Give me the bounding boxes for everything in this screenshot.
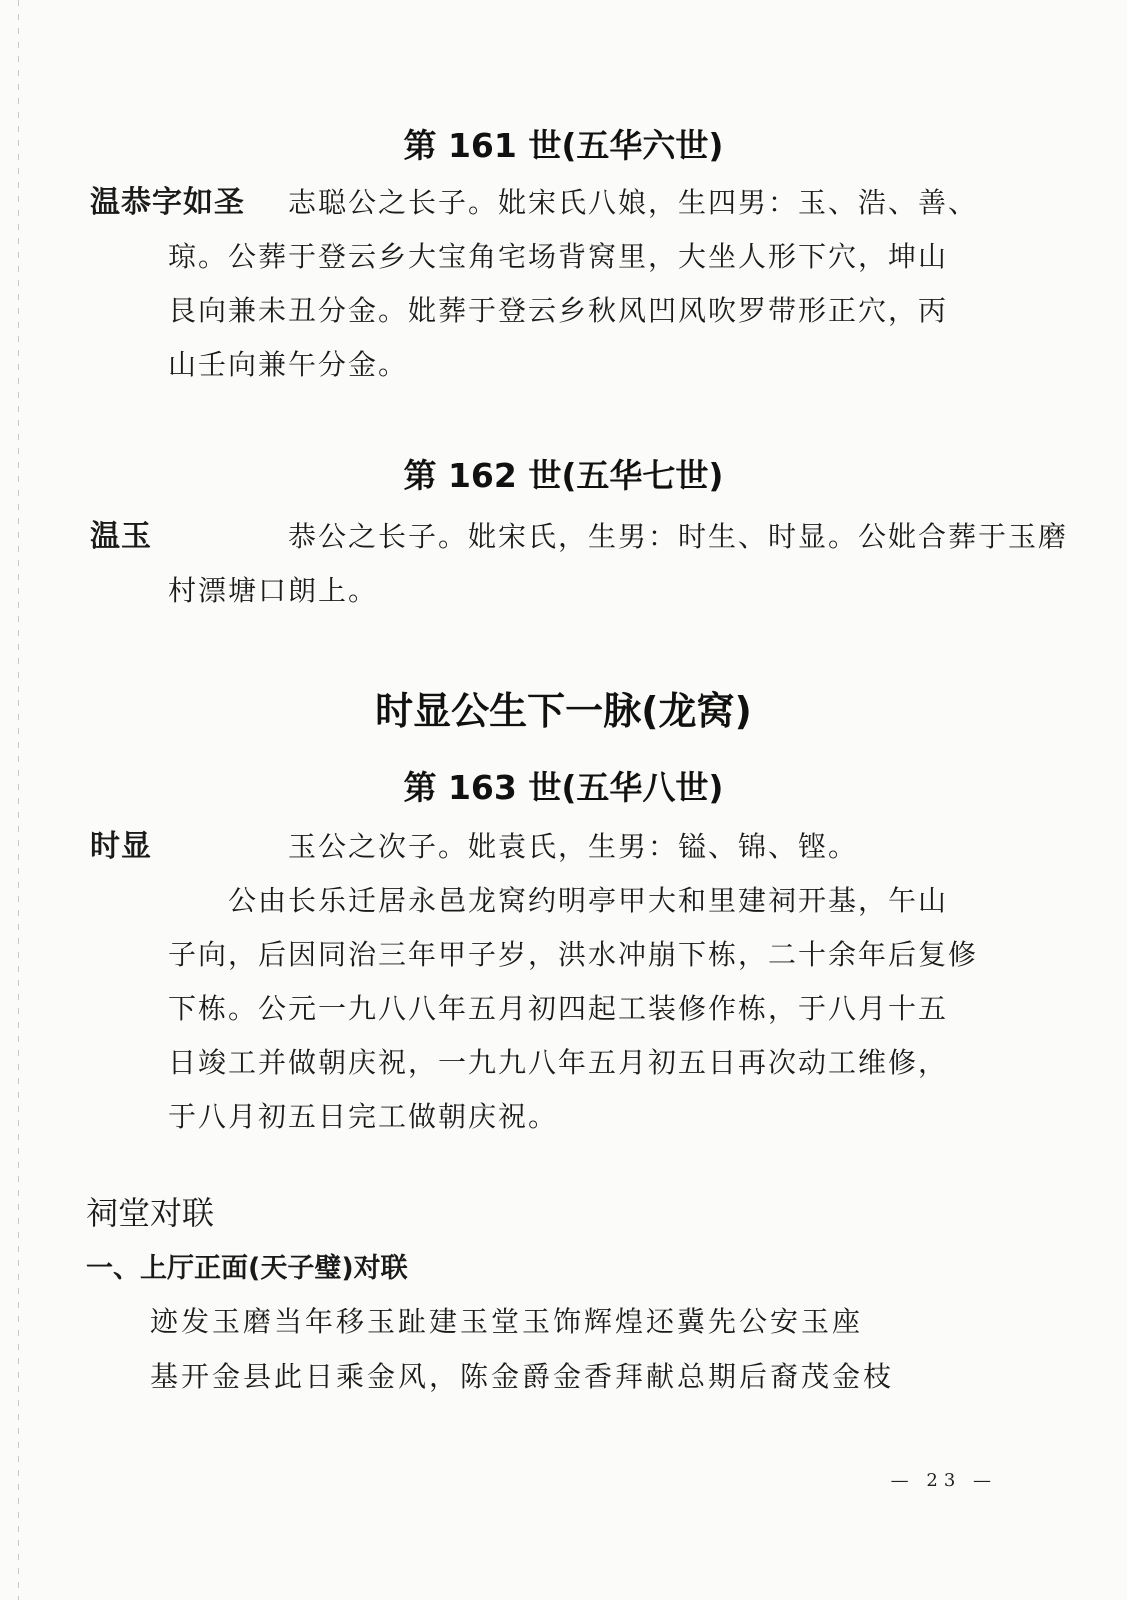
entry-text bbox=[168, 820, 1028, 1144]
entry-line: 子向，后因同治三年甲子岁，洪水冲崩下栋，二十余年后复修 bbox=[168, 938, 979, 971]
entry-line: 艮向兼未丑分金。妣葬于登云乡秋风凹风吹罗带形正穴，丙 bbox=[168, 294, 949, 327]
entry-line: 公由长乐迁居永邑龙窝约明亭甲大和里建祠开基，午山 bbox=[228, 884, 949, 917]
heading-generation-161: 第 161 世(五华六世) bbox=[403, 126, 724, 165]
entry-name: 时显 bbox=[90, 829, 152, 864]
entry-line: 村漂塘口朗上。 bbox=[168, 574, 379, 607]
entry-line: 琼。公葬于登云乡大宝角宅场背窝里，大坐人形下穴，坤山 bbox=[168, 240, 949, 273]
entry-text bbox=[168, 176, 1028, 392]
entry-line: 恭公之长子。妣宋氏，生男：时生、时显。公妣合葬于玉磨 bbox=[288, 520, 1069, 553]
entry-line: 日竣工并做朝庆祝，一九九八年五月初五日再次动工维修， bbox=[168, 1046, 949, 1079]
section-subtitle: 一、上厅正面(天子璧)对联 bbox=[86, 1253, 408, 1284]
couplet-line-1: 迹发玉磨当年移玉趾建玉堂玉饰辉煌还冀先公安玉座 bbox=[150, 1305, 864, 1338]
heading-branch: 时显公生下一脉(龙窝) bbox=[375, 689, 752, 733]
entry-text bbox=[168, 510, 1069, 618]
entry-line: 志聪公之长子。妣宋氏八娘，生四男：玉、浩、善、 bbox=[288, 186, 979, 219]
heading-generation-162: 第 162 世(五华七世) bbox=[403, 456, 724, 495]
entry-line: 山壬向兼午分金。 bbox=[168, 348, 409, 381]
heading-generation-163: 第 163 世(五华八世) bbox=[403, 768, 724, 807]
section-title: 祠堂对联 bbox=[86, 1194, 215, 1232]
page-number: — 23 — bbox=[890, 1470, 997, 1491]
entry-line: 于八月初五日完工做朝庆祝。 bbox=[168, 1100, 559, 1133]
entry-name: 温玉 bbox=[90, 519, 152, 554]
couplet-line-2: 基开金县此日乘金风，陈金爵金香拜献总期后裔茂金枝 bbox=[150, 1360, 895, 1393]
entry-line: 下栋。公元一九八八年五月初四起工装修作栋，于八月十五 bbox=[168, 992, 949, 1025]
entry-name: 温恭字如圣 bbox=[90, 185, 245, 220]
entry-line: 玉公之次子。妣袁氏，生男：镒、锦、铿。 bbox=[288, 830, 859, 863]
